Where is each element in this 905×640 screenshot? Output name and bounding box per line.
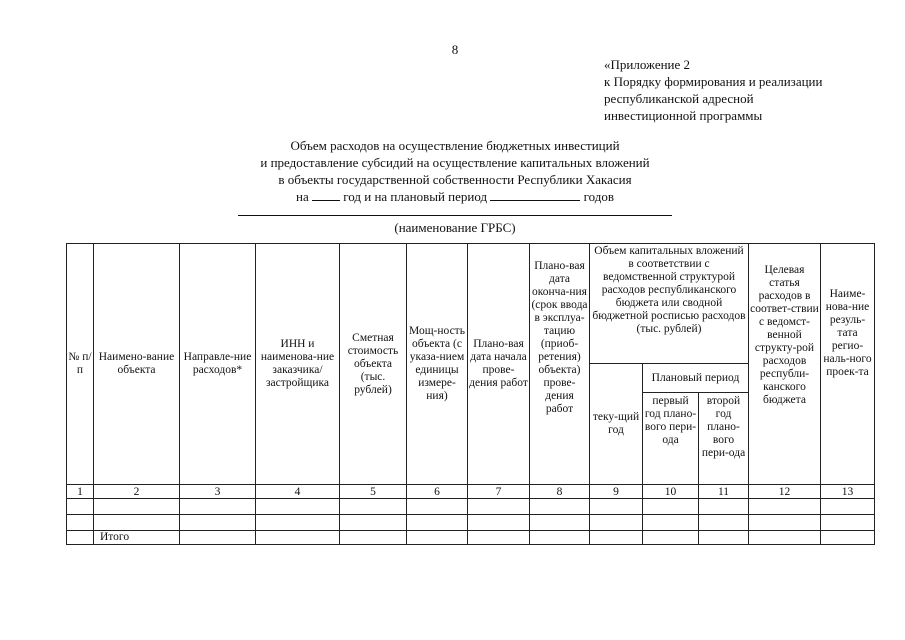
column-number: 3 [180,485,256,499]
total-label: Итого [94,531,180,545]
table-cell[interactable] [530,531,590,545]
header-row [67,244,875,364]
table-cell[interactable] [590,515,643,531]
table-cell[interactable] [699,531,749,545]
header-group-cell: Плановый период [643,364,749,393]
table-cell[interactable] [256,515,340,531]
column-number: 13 [821,485,875,499]
table-cell[interactable] [821,531,875,545]
table-cell[interactable] [256,531,340,545]
appendix-note [604,56,822,124]
title-line: Объем расходов на осуществление бюджетных инвестиций [290,138,620,153]
column-number: 12 [749,485,821,499]
column-number-row [67,485,875,499]
header-cell: Плано-вая дата начала прове-дения работ [468,244,530,485]
header-cell: второй год плано-вого пери-ода [699,393,749,485]
title-line: в объекты государственной собственности Республики Хакасия [278,172,632,187]
header-cell: Мощ-ность объекта (с указа-нием единицы измере-ния) [407,244,468,485]
table-cell[interactable] [590,531,643,545]
column-number: 11 [699,485,749,499]
table-cell[interactable] [821,499,875,515]
table-cell[interactable] [340,515,407,531]
table-cell[interactable] [256,499,340,515]
table-row [67,499,875,515]
header-cell: Сметная стоимость объекта (тыс. рублей) [340,244,407,485]
column-number: 5 [340,485,407,499]
column-number: 4 [256,485,340,499]
appendix-line: к Порядку формирования и реализации [604,74,823,89]
total-row [67,531,875,545]
table-cell[interactable] [699,515,749,531]
header-cell: ИНН и наименова-ние заказчика/ застройщика [256,244,340,485]
grbs-name-blank[interactable] [238,215,672,216]
page-number: 8 [451,42,459,57]
table-cell[interactable] [530,499,590,515]
column-number: 9 [590,485,643,499]
grbs-caption: (наименование ГРБС) [394,220,516,235]
title-period-line [200,188,710,205]
column-number: 7 [468,485,530,499]
table-cell[interactable] [94,515,180,531]
appendix-line: республиканской адресной [604,91,754,106]
table-cell[interactable] [67,499,94,515]
table-cell[interactable] [643,515,699,531]
column-number: 8 [530,485,590,499]
year-blank[interactable] [312,200,340,201]
table-cell[interactable] [699,499,749,515]
period-blank[interactable] [490,200,580,201]
document-title [200,137,710,205]
table-row [67,515,875,531]
period-prefix: на [296,189,309,204]
table-cell[interactable] [340,531,407,545]
column-number: 10 [643,485,699,499]
table-cell[interactable] [407,531,468,545]
table-cell[interactable] [590,499,643,515]
table-cell[interactable] [530,515,590,531]
table-cell[interactable] [94,499,180,515]
header-cell: № п/п [67,244,94,485]
header-cell: первый год плано-вого пери-ода [643,393,699,485]
table-cell[interactable] [340,499,407,515]
header-cell: Плано-вая дата оконча-ния (срок ввода в эксплуа-тацию (приоб-ретения) объекта) прове-дения работ [530,244,590,485]
header-group-cell: Объем капитальных вложений в соответствии с ведомственной структурой расходов республиканского бюджета или сводной бюджетной росписью расходов (тыс. рублей) [590,244,749,364]
header-cell: Наиме-нова-ние резуль-тата регио-наль-ного проек-та [821,244,875,485]
header-cell: Наимено-вание объекта [94,244,180,485]
table-cell[interactable] [180,499,256,515]
table-cell[interactable] [67,515,94,531]
table-cell[interactable] [407,515,468,531]
table-cell[interactable] [468,531,530,545]
period-mid: год и на плановый период [343,189,488,204]
table-cell[interactable] [749,515,821,531]
table-cell[interactable] [643,499,699,515]
table-cell[interactable] [749,531,821,545]
table-cell[interactable] [643,531,699,545]
table-cell[interactable] [67,531,94,545]
column-number: 6 [407,485,468,499]
table-cell[interactable] [749,499,821,515]
table-cell[interactable] [407,499,468,515]
header-cell: Направле-ние расходов* [180,244,256,485]
header-cell: теку-щий год [590,364,643,485]
column-number: 1 [67,485,94,499]
table-cell[interactable] [180,515,256,531]
table-cell[interactable] [180,531,256,545]
table-cell[interactable] [468,499,530,515]
table-cell[interactable] [821,515,875,531]
header-cell: Целевая статья расходов в соответ-ствии с ведомст-венной структу-рой расходов республи-канского бюджета [749,244,821,485]
column-number: 2 [94,485,180,499]
title-line: и предоставление субсидий на осуществление капитальных вложений [260,155,650,170]
expenses-table [66,243,875,545]
table-cell[interactable] [468,515,530,531]
appendix-line: «Приложение 2 [604,57,691,72]
appendix-line: инвестиционной программы [604,108,763,123]
period-suffix: годов [583,189,614,204]
